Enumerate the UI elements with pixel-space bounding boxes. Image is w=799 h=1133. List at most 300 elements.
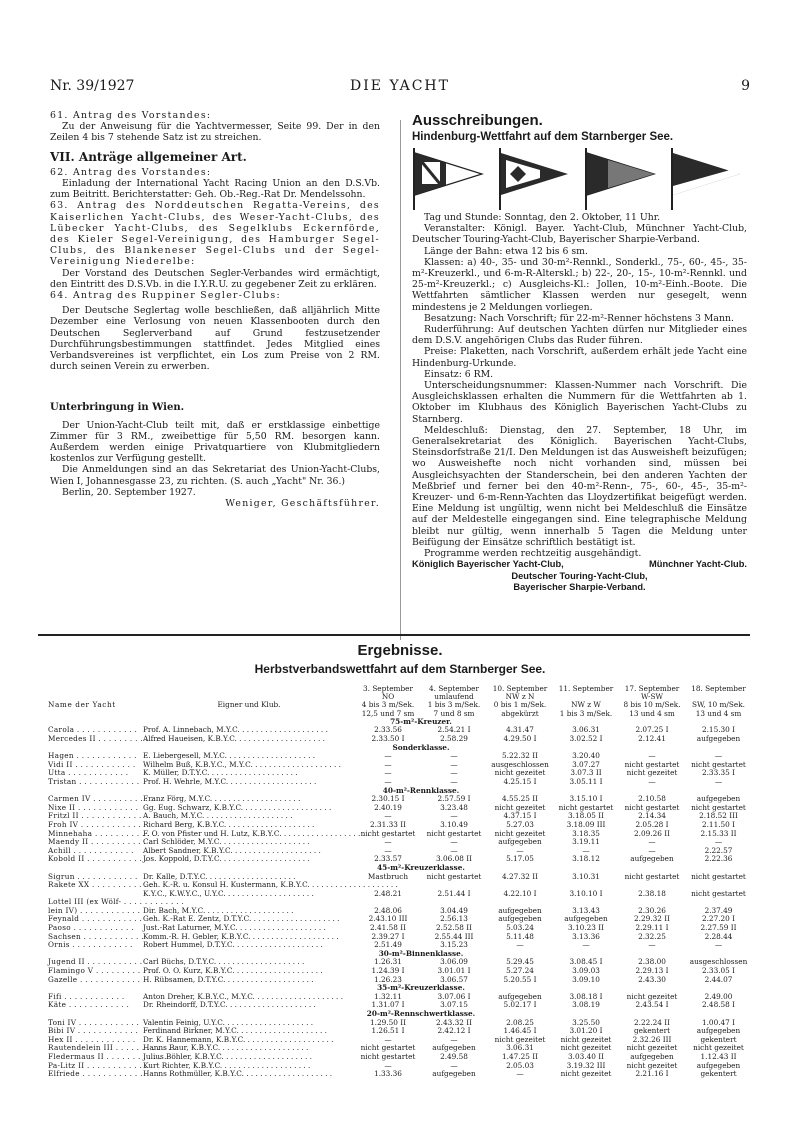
yacht-name: Kobold II . . . . . . . . . . . . — [48, 854, 148, 864]
race-header-cell: 8 bis 10 m/Sek. — [623, 700, 681, 710]
race-result: aufgegeben — [696, 1026, 741, 1036]
race-result: 1.33.36 — [374, 1069, 402, 1079]
race-result: gekentert — [633, 1026, 671, 1036]
race-result: 5.02.17 I — [503, 1000, 537, 1010]
yacht-name: Carmen IV . . . . . . . . . . . . — [48, 794, 154, 804]
race-result: 2.42.12 I — [437, 1026, 471, 1036]
race-result: — — [450, 759, 458, 769]
owner-club: Julius Böhler, K.B.Y.C. . . . . . . . . . . . . . . . . . . . — [143, 1051, 312, 1061]
info-paragraph: Besatzung: Nach Vorschrift; für 22-m²-Renner höchstens 3 Mann. — [424, 312, 734, 324]
yacht-name: Lottel III (ex Wölf- . . . . . . . . . . . . — [48, 897, 185, 907]
owner-club: Kurt Richter, K.B.Y.C. . . . . . . . . . . . . . . . . . . . — [143, 1060, 311, 1070]
race-result: 2.27.20 I — [701, 914, 736, 924]
yacht-name: Mercedes II . . . . . . . . . . . . — [48, 734, 159, 743]
race-result: — — [714, 837, 723, 847]
race-header-cell: NW z W — [571, 700, 601, 710]
race-result: 5.27.24 — [506, 966, 534, 976]
race-result: 2.33.56 — [374, 725, 402, 735]
race-result: aufgegeben — [432, 1069, 476, 1079]
wien-paragraph-2: Die Anmeldungen sind an das Sekretariat des Union-Yacht-Clubs, Wien I, Johannesgasse 23, zu richten. (S. auch „Yacht" Nr. 36.) — [50, 464, 380, 487]
race-header-cell: 4 bis 3 m/Sek. — [361, 700, 415, 710]
yacht-name: Carola . . . . . . . . . . . . — [48, 725, 138, 735]
race-result: nicht gezeitet — [560, 1043, 612, 1053]
race-result: 5.03.24 — [506, 923, 534, 933]
race-result: nicht gestartet — [691, 802, 746, 812]
race-result: 3.19.11 — [572, 837, 600, 847]
flag-4-icon — [672, 148, 740, 210]
race-result: 2.12.41 — [638, 734, 666, 743]
race-result: 1.24.39 I — [371, 966, 405, 976]
race-header-cell: NW z N — [505, 692, 535, 702]
owner-club: Dr. K. Hannemann, K.B.Y.C. . . . . . . . . . . . . . . . . . . . — [143, 1034, 334, 1044]
race-result: 2.32.26 III — [632, 1034, 672, 1044]
race-result: — — [384, 845, 392, 855]
race-result: gekentert — [700, 1034, 737, 1044]
race-result: aufgegeben — [498, 914, 542, 924]
info-paragraph: Einsatz: 6 RM. — [424, 368, 494, 380]
race-result: 2.31.33 II — [370, 819, 406, 829]
yacht-name: Sachsen . . . . . . . . . . . . — [48, 931, 144, 941]
info-paragraph: Tag und Stunde: Sonntag, den 2. Oktober, 11 Uhr. — [424, 212, 661, 223]
race-result: 2.11.50 I — [701, 819, 736, 829]
yacht-name: Achill . . . . . . . . . . . . — [48, 845, 134, 855]
race-header-cell: 18. September — [691, 684, 746, 693]
class-label: 40-m²-Rennklasse. — [382, 785, 460, 795]
yacht-name: Pa-Litz II . . . . . . . . . . . . — [48, 1060, 148, 1070]
race-result: 2.29.11 I — [635, 923, 669, 933]
race-result: nicht gestartet — [360, 828, 416, 838]
race-result: 3.13.36 — [572, 931, 600, 941]
class-label: 45-m²-Kreuzerklasse. — [377, 862, 465, 872]
race-result: 2.49.00 — [704, 991, 733, 1001]
race-result: 3.18.35 — [572, 828, 600, 838]
race-result: 2.39.27 I — [371, 931, 405, 941]
race-result: nicht gestartet — [426, 871, 482, 881]
owner-club: K. Müller, D.T.Y.C. . . . . . . . . . . . . . . . . . . . — [143, 768, 298, 778]
race-result: 3.06.31 — [572, 725, 600, 735]
signatory-dtyc: Deutscher Touring-Yacht-Club, — [511, 570, 648, 581]
yacht-name: Hex II . . . . . . . . . . . . — [48, 1034, 136, 1044]
race-result: nicht gezeitet — [494, 768, 546, 778]
race-result: — — [384, 751, 392, 761]
race-result: 2.37.49 — [704, 905, 733, 915]
race-result: 2.22.57 — [704, 845, 733, 855]
race-result: nicht gestartet — [360, 1043, 416, 1053]
race-result: 3.13.43 — [572, 905, 600, 915]
ausschreibung-body — [412, 212, 747, 593]
antrag-63-title: 63. Antrag des Norddeutschen Regatta-Vereins, des Kaiserlichen Yacht-Clubs, des Weser-Yacht-Clubs, des Lübecker Yacht-Clubs, des Segelklubs Eckernförde, des Kieler Segel-Vereinigung, des Hamburger Segel-Clubs, des Blankeneser Segel-Clubs und der Segel-Vereinigung Niederelbe: — [50, 200, 380, 268]
yacht-name: Fifi . . . . . . . . . . . . — [48, 991, 125, 1001]
yacht-name: Fledermaus II . . . . . . . . . . . . — [48, 1051, 167, 1061]
race-result: 5.29.45 — [506, 957, 534, 967]
left-column — [50, 110, 380, 509]
race-result: — — [450, 1034, 458, 1044]
owner-club: Prof. A. Linnebach, M.Y.C. . . . . . . . . . . . . . . . . . . . — [143, 725, 328, 735]
ergebnisse-heading: Ergebnisse. — [357, 642, 443, 659]
race-result: 1.26.31 — [374, 957, 402, 967]
yacht-name: Bibi IV . . . . . . . . . . . . — [48, 1026, 139, 1036]
race-header-cell: NO — [381, 692, 395, 702]
section-vii-heading: VII. Anträge allgemeiner Art. — [50, 149, 247, 164]
race-result: — — [714, 751, 723, 761]
race-result: 1.12.43 II — [700, 1051, 737, 1061]
race-result: 1.31.07 I — [371, 1000, 405, 1010]
race-result: 3.18.12 — [572, 854, 600, 864]
race-result: — — [450, 837, 458, 847]
flag-1-icon — [414, 148, 482, 210]
race-result: 2.43.30 — [638, 974, 666, 984]
race-result: 3.23.48 — [440, 802, 468, 812]
race-result: — — [384, 759, 392, 769]
race-result: 5.20.55 I — [503, 974, 537, 984]
race-result: — — [648, 837, 656, 847]
race-result: — — [384, 776, 392, 786]
race-result: 3.04.49 — [440, 905, 468, 915]
owner-club: Anton Dreher, K.B.Y.C., M.Y.C. . . . . . . . . . . . . . . . . . . . — [143, 991, 344, 1001]
antrag-64-text: Der Deutsche Seglertag wolle beschließen, daß alljährlich Mitte Dezember eine Verlosung von neuen Klassenbooten durch den Deutschen Seglerverband auf Grund festzusetzender Durchführungsbestimmungen stattfindet. Jedes Mitglied eines Verbandsvereines ist verpflichtet, ein Los zum Preise von 2 RM. durch seinen Verein zu erwerben. — [50, 305, 380, 373]
race-result: 3.18.09 III — [566, 819, 606, 829]
owner-club: Robert Hummel, D.T.Y.C. . . . . . . . . . . . . . . . . . . . — [143, 940, 323, 950]
race-result: 2.28.44 — [704, 931, 733, 941]
race-result: 2.09.26 II — [634, 828, 670, 838]
yacht-name: Fritzl II . . . . . . . . . . . . — [48, 811, 142, 821]
race-result: 4.25.15 I — [503, 776, 537, 786]
yacht-name: Froh IV . . . . . . . . . . . . — [48, 819, 142, 829]
race-result: 3.09.03 — [572, 966, 600, 976]
race-result: 2.44.07 — [704, 974, 733, 984]
race-result: 2.18.52 III — [699, 811, 738, 821]
race-header-cell: 13 und 4 sm — [695, 708, 742, 718]
yacht-name: Hagen . . . . . . . . . . . . — [48, 751, 137, 761]
race-result: — — [384, 768, 392, 778]
antrag-64-title: 64. Antrag des Ruppiner Segler-Clubs: — [50, 290, 281, 302]
owner-club: Komm.-R. H. Gebler, K.B.Y.C. . . . . . . . . . . . . . . . . . . . — [143, 931, 339, 941]
owner-club: Carl Schlöder, M.Y.C. . . . . . . . . . . . . . . . . . . . — [143, 837, 310, 847]
owner-club: Hanns Baur, K.B.Y.C. . . . . . . . . . . . . . . . . . . . — [143, 1043, 309, 1053]
race-result: 3.03.40 II — [568, 1051, 604, 1061]
race-result: — — [384, 837, 392, 847]
race-result: — — [648, 940, 656, 950]
race-result: — — [450, 751, 458, 761]
yacht-name: Nixe II . . . . . . . . . . . . — [48, 802, 139, 812]
race-result: 2.49.58 — [440, 1051, 468, 1061]
owner-club: Wilhelm Buß, K.B.Y.C., M.Y.C. . . . . . . . . . . . . . . . . . . . — [143, 759, 341, 769]
race-result: 3.10.10 I — [569, 888, 603, 898]
race-result: 1.29.50 II — [370, 1017, 406, 1027]
header-owner — [143, 685, 355, 693]
owner-club: Dir. Bach, M.Y.C. . . . . . . . . . . . . . . . . . . . — [143, 905, 294, 915]
yacht-name: Elfriede . . . . . . . . . . . . — [48, 1069, 143, 1079]
race-result: 4.29.50 I — [503, 734, 537, 743]
race-result: 2.40.19 — [374, 802, 402, 812]
race-header-cell: 12,5 und 7 sm — [361, 708, 415, 718]
race-header-cell: 0 bis 1 m/Sek. — [493, 700, 547, 710]
race-result: nicht gezeitet — [626, 1043, 678, 1053]
race-result: gekentert — [700, 1069, 737, 1079]
class-label: 30-m²-Binnenklasse. — [378, 948, 464, 958]
race-result: — — [648, 776, 656, 786]
race-result: 1.47.25 II — [502, 1051, 538, 1061]
race-result: 3.07.15 — [440, 1000, 468, 1010]
race-result: — — [714, 776, 723, 786]
race-result: 2.48.06 — [374, 905, 402, 915]
owner-club: Jos. Koppold, D.T.Y.C. . . . . . . . . . . . . . . . . . . . — [143, 854, 310, 864]
race-result: 4.37.15 I — [503, 811, 537, 821]
race-header-cell: 4. September — [429, 684, 479, 693]
race-header-cell: SW, 10 m/Sek. — [692, 700, 745, 710]
race-result: 2.30.15 I — [371, 794, 405, 804]
race-header-cell: umlaufend — [434, 692, 474, 702]
wien-date: Berlin, 20. September 1927. — [62, 486, 196, 498]
race-result: 2.38.18 — [638, 888, 666, 898]
yacht-name: Flamingo V . . . . . . . . . . . . — [48, 966, 157, 976]
page-number: 9 — [741, 78, 750, 94]
race-result: nicht gestartet — [624, 759, 680, 769]
owner-club: Franz Förg, M.Y.C. . . . . . . . . . . . . . . . . . . . — [143, 794, 301, 804]
race-result: 2.10.58 — [638, 794, 666, 804]
page-header — [50, 78, 750, 96]
race-result: 2.51.44 I — [437, 888, 471, 898]
race-result: 3.06.09 — [440, 957, 468, 967]
race-result: 5.27.03 — [506, 819, 534, 829]
race-result: nicht gestartet — [624, 871, 680, 881]
info-paragraph: Veranstalter: Königl. Bayer. Yacht-Club, Münchner Yacht-Club, Deutscher Touring-Yacht-Club, Bayerischer Sharpie-Verband. — [412, 223, 747, 246]
race-result: 2.29.13 I — [635, 966, 669, 976]
race-result: 3.18.05 II — [568, 811, 604, 821]
race-result: — — [648, 751, 656, 761]
info-paragraph: Ruderführung: Auf deutschen Yachten dürfen nur Mitglieder eines dem D.S.V. angehörigen Clubs das Ruder führen. — [412, 324, 747, 347]
owner-club: Dr. Rheindorff, D.T.Y.C. . . . . . . . . . . . . . . . . . . . — [143, 1000, 316, 1010]
signatories-line-1 — [412, 559, 747, 570]
owner-club: Geh. K.-Rat E. Zentz, D.T.Y.C. . . . . . . . . . . . . . . . . . . . — [143, 914, 340, 924]
race-result: — — [384, 1060, 392, 1070]
race-result: nicht gezeitet — [494, 828, 546, 838]
race-result: — — [384, 1034, 392, 1044]
yacht-name: Feynald . . . . . . . . . . . . — [48, 914, 143, 924]
yacht-name: Gazelle . . . . . . . . . . . . — [48, 974, 141, 984]
race-result: 2.05.03 — [506, 1060, 534, 1070]
antrag-62-text: Einladung der International Yacht Racing Union an den D.S.Vb. zum Beitritt. Berichterstatter: Geh. Ob.-Reg.-Rat Dr. Mendelssohn. — [50, 178, 380, 201]
yacht-name: Minnehaha . . . . . . . . . . . . — [48, 828, 156, 838]
race-result: 4.31.47 — [506, 725, 534, 735]
race-header-cell: W-SW — [641, 692, 663, 702]
signatory-myc: Münchner Yacht-Club. — [649, 559, 747, 570]
owner-club: Dr. Kalle, D.T.Y.C. . . . . . . . . . . . . . . . . . . . — [143, 871, 296, 881]
race-result: aufgegeben — [432, 1043, 476, 1053]
class-label: 20-m²-Rennschwertklasse. — [366, 1009, 476, 1018]
race-result: 1.32.11 — [374, 991, 402, 1001]
club-flags — [410, 148, 750, 210]
race-result: nicht gezeitet — [494, 802, 546, 812]
race-result: aufgegeben — [696, 734, 741, 743]
owner-club: Just.-Rat Laturner, M.Y.C. . . . . . . . . . . . . . . . . . . . — [143, 923, 326, 933]
table-row — [48, 1070, 752, 1079]
wien-signature: Weniger, Geschäftsführer. — [225, 498, 380, 510]
info-paragraph: Unterscheidungsnummer: Klassen-Nummer nach Vorschrift. Die Ausgleichsklassen erhalten die Nummern für die Wettfahrten ab 1. Oktober im Klubhaus des Königlich Bayerischen Yacht-Clubs zu Starnberg. — [412, 380, 747, 425]
race-result: — — [450, 811, 458, 821]
race-result: 2.52.58 II — [436, 923, 472, 933]
header-yacht — [48, 685, 143, 693]
race-result: 3.05.11 I — [569, 776, 603, 786]
race-result: 2.05.28 I — [635, 819, 669, 829]
race-header-cell: 3. September — [363, 684, 413, 693]
antrag-61-title: 61. Antrag des Vorstandes: — [50, 110, 212, 121]
flag-3-icon — [586, 148, 654, 210]
race-result: — — [582, 940, 590, 950]
race-result: — — [450, 776, 458, 786]
race-result: 3.07.06 I — [437, 991, 471, 1001]
race-result: 3.08.18 I — [569, 991, 603, 1001]
race-result: — — [582, 845, 590, 855]
signatory-kbyc: Königlich Bayerischer Yacht-Club, — [412, 559, 564, 570]
race-header-cell: 17. September — [624, 684, 680, 693]
info-paragraph: Meldeschluß: Dienstag, den 27. September, 18 Uhr, im Generalsekretariat des Königlich. Bayerischen Yacht-Clubs, Steinsdorfstraße 21/I. Den Meldungen ist das Ausweisheft beizufügen; wo Ausweishefte noch nicht vorhanden sind, müssen bei Ausgleichsyachten der Standerschein, bei den anderen Yachten der Meßbrief und ferner bei den 40-m²-Renn-, 75-, 60-, 45-, 35-m²-Kreuzer- und 6-m-Renn-Yachten das Lloydzertifikat beigefügt werden. Eine Meldung ist ungültig, wenn nicht bei Meldeschluß die Einsätze auf der Meldestelle eingegangen sind. Eine telegraphische Meldung bleibt nur gültig, wenn innerhalb 5 Tagen die Meldung unter Beifügung der Einsätze schriftlich bestätigt ist. — [412, 424, 747, 548]
race-result: 3.06.08 II — [436, 854, 472, 864]
race-result: aufgegeben — [630, 1051, 674, 1061]
race-header-cell: 10. September — [492, 684, 548, 693]
race-result: — — [516, 1069, 524, 1079]
race-result: 3.10.31 — [572, 871, 600, 881]
race-result: nicht gezeitet — [626, 991, 678, 1001]
header-yacht — [48, 710, 143, 718]
race-result: 2.15.33 II — [700, 828, 737, 838]
class-label: 75-m²-Kreuzer. — [390, 716, 452, 726]
info-paragraph: Programme werden rechtzeitig ausgehändigt. — [424, 548, 642, 560]
yacht-name: Tristan . . . . . . . . . . . . — [48, 776, 140, 786]
race-result: 2.33.35 I — [701, 768, 736, 778]
race-result: 2.14.34 — [638, 811, 666, 821]
race-result: — — [384, 811, 392, 821]
race-result: ausgeschlossen — [491, 759, 549, 769]
info-paragraph: Klassen: a) 40-, 35- und 30-m²-Rennkl., Sonderkl., 75-, 60-, 45-, 35-m²-Kreuzerkl., und 6-m-R-Alterskl.; b) 22-, 20-, 15-, 10-m²-Rennkl. und 25-m²-Kreuzerkl.; c) Ausgleichs-Kl.: Jollen, 10-m²-Einh.-Boote. Die Wettfahrten sämtlicher Klassen werden nur gesegelt, wenn mindestens je 2 Meldungen vorliegen. — [412, 256, 747, 313]
race-result: 3.20.40 — [572, 751, 600, 761]
flag-2-icon — [500, 148, 568, 210]
race-result: 1.26.51 I — [371, 1026, 405, 1036]
race-result: 1.26.23 — [374, 974, 402, 984]
race-result: 2.33.50 I — [371, 734, 405, 743]
race-result: nicht gestartet — [691, 888, 746, 898]
owner-club: Gg. Eug. Schwarz, K.B.Y.C. . . . . . . . . . . . . . . . . . . . — [143, 802, 332, 812]
header-owner: Eigner und Klub. — [217, 700, 281, 710]
antrag-62-title: 62. Antrag des Vorstandes: — [50, 166, 212, 178]
race-result: 2.22.24 II — [634, 1017, 670, 1027]
race-result: nicht gezeitet — [626, 768, 678, 778]
owner-club: Valentin Feinig, U.Y.C. . . . . . . . . . . . . . . . . . . . — [143, 1017, 314, 1027]
hindenburg-subtitle: Hindenburg-Wettfahrt auf dem Starnberger See. — [412, 131, 674, 143]
race-result: aufgegeben — [696, 1060, 741, 1070]
issue-number: Nr. 39/1927 — [50, 78, 135, 94]
race-result: aufgegeben — [498, 837, 542, 847]
race-result: 2.27.59 II — [700, 923, 737, 933]
yacht-name: lein IV) . . . . . . . . . . . . — [48, 905, 141, 915]
race-result: 2.38.00 — [638, 957, 666, 967]
race-result: aufgegeben — [498, 991, 542, 1001]
right-column — [412, 112, 747, 145]
yacht-name: Toni IV . . . . . . . . . . . . — [48, 1017, 140, 1027]
race-result: 2.08.25 — [506, 1017, 534, 1027]
race-result: — — [516, 940, 524, 950]
race-result: aufgegeben — [498, 905, 542, 915]
race-result: 2.43.54 I — [635, 1000, 669, 1010]
owner-club: Hanns Rothmüller, K.B.Y.C. . . . . . . . . . . . . . . . . . . . — [143, 1069, 333, 1079]
owner-club: Albert Sandner, K.B.Y.C. . . . . . . . . . . . . . . . . . . . — [143, 845, 321, 855]
ergebnisse-subtitle: Herbstverbandswettfahrt auf dem Starnberger See. — [254, 662, 546, 676]
race-result: 3.25.50 — [572, 1017, 600, 1027]
owner-club: F. O. von Pfister und H. Lutz, K.B.Y.C. . . . . . . . . . . . . . . . . . . . — [143, 828, 370, 838]
race-result: nicht gezeitet — [560, 1034, 612, 1044]
race-result: 3.09.10 — [572, 974, 600, 984]
race-result: 2.55.44 III — [434, 931, 474, 941]
race-result: 2.21.16 I — [635, 1069, 669, 1079]
race-result: 2.32.25 — [638, 931, 666, 941]
race-result: nicht gestartet — [558, 802, 614, 812]
race-result: 2.54.21 I — [437, 725, 471, 735]
race-header-cell: 7 und 8 sm — [433, 708, 475, 718]
race-result: 3.07.3 II — [570, 768, 602, 778]
class-label: Sonderklasse. — [392, 742, 450, 752]
wien-paragraph-1: Der Union-Yacht-Club teilt mit, daß er erstklassige einbettige Zimmer für 3 RM., zweibettige für 5,50 RM. besorgen kann. Außerdem werden einige Privatquartiere von Klubmitgliedern kostenlos zur Verfügung gestellt. — [50, 419, 380, 465]
race-result: nicht gezeitet — [560, 1069, 612, 1079]
race-result: 3.02.52 I — [569, 734, 603, 743]
race-header-cell: 1 bis 3 m/Sek. — [427, 700, 481, 710]
race-result: — — [450, 845, 458, 855]
column-divider — [400, 120, 401, 640]
owner-club: H. Rübsamen, D.T.Y.C. . . . . . . . . . . . . . . . . . . . — [143, 974, 314, 984]
yacht-name: Maendy II . . . . . . . . . . . . — [48, 837, 152, 847]
race-result: 5.22.32 II — [502, 751, 538, 761]
owner-club: K.Y.C., K.W.Y.C., U.Y.C. . . . . . . . . . . . . . . . . . . . — [143, 888, 314, 898]
race-result: 2.22.36 — [704, 854, 733, 864]
yacht-name: Rautendelein III . . . . . . . . . . . . — [48, 1043, 176, 1053]
race-result: 2.56.13 — [440, 914, 468, 924]
race-header-cell: 11. September — [558, 684, 614, 693]
race-result: 2.30.26 — [638, 905, 666, 915]
owner-club: Ferdinand Birkner, M.Y.C. . . . . . . . . . . . . . . . . . . . — [143, 1026, 327, 1036]
race-result: — — [648, 845, 656, 855]
owner-club: Geh. K.-R. u. Konsul H. Kustermann, K.B.Y.C. . . . . . . . . . . . . . . . . . . . — [143, 880, 398, 890]
yacht-name: Sigrun . . . . . . . . . . . . — [48, 871, 138, 881]
race-result: 1.46.45 I — [503, 1026, 537, 1036]
race-result: 3.10.23 II — [568, 923, 604, 933]
race-result: 2.57.59 I — [437, 794, 471, 804]
race-result: Mastbruch — [367, 871, 409, 881]
race-result: nicht gezeitet — [693, 1043, 744, 1053]
header-owner — [143, 710, 355, 718]
race-result: aufgegeben — [564, 914, 608, 924]
race-result: 2.43.10 III — [368, 914, 408, 924]
owner-club: Richard Berg, K.B.Y.C. . . . . . . . . . . . . . . . . . . . — [143, 819, 315, 829]
race-result: 5.17.05 — [506, 854, 534, 864]
yacht-name: Rakete XX . . . . . . . . . . . . — [48, 880, 153, 890]
race-result: 3.06.31 — [506, 1043, 534, 1053]
race-result: 2.33.05 I — [701, 966, 736, 976]
owner-club: E. Liebergesell, M.Y.C. . . . . . . . . . . . . . . . . . . . — [143, 751, 316, 761]
magazine-title: DIE YACHT — [350, 78, 450, 94]
yacht-name: Paoso . . . . . . . . . . . . — [48, 923, 134, 933]
race-result: 4.22.10 I — [503, 888, 537, 898]
owner-club: Prof. O. O. Kurz, K.B.Y.C. . . . . . . . . . . . . . . . . . . . — [143, 966, 323, 976]
results-table — [48, 685, 752, 1079]
race-result: nicht gestartet — [624, 802, 680, 812]
race-result: 3.15.23 — [440, 940, 468, 950]
race-result: — — [450, 768, 458, 778]
yacht-name: Vidi II . . . . . . . . . . . . — [48, 759, 136, 769]
race-result: 4.55.25 II — [502, 794, 538, 804]
race-header-cell: abgekürzt — [501, 708, 539, 718]
antrag-61-text: Zu der Anweisung für die Yachtvermesser, Seite 99. Der in den Zeilen 4 bis 7 stehende Satz ist zu streichen. — [50, 121, 380, 144]
race-result: 2.15.30 I — [701, 725, 736, 735]
wien-heading: Unterbringung in Wien. — [50, 402, 185, 414]
